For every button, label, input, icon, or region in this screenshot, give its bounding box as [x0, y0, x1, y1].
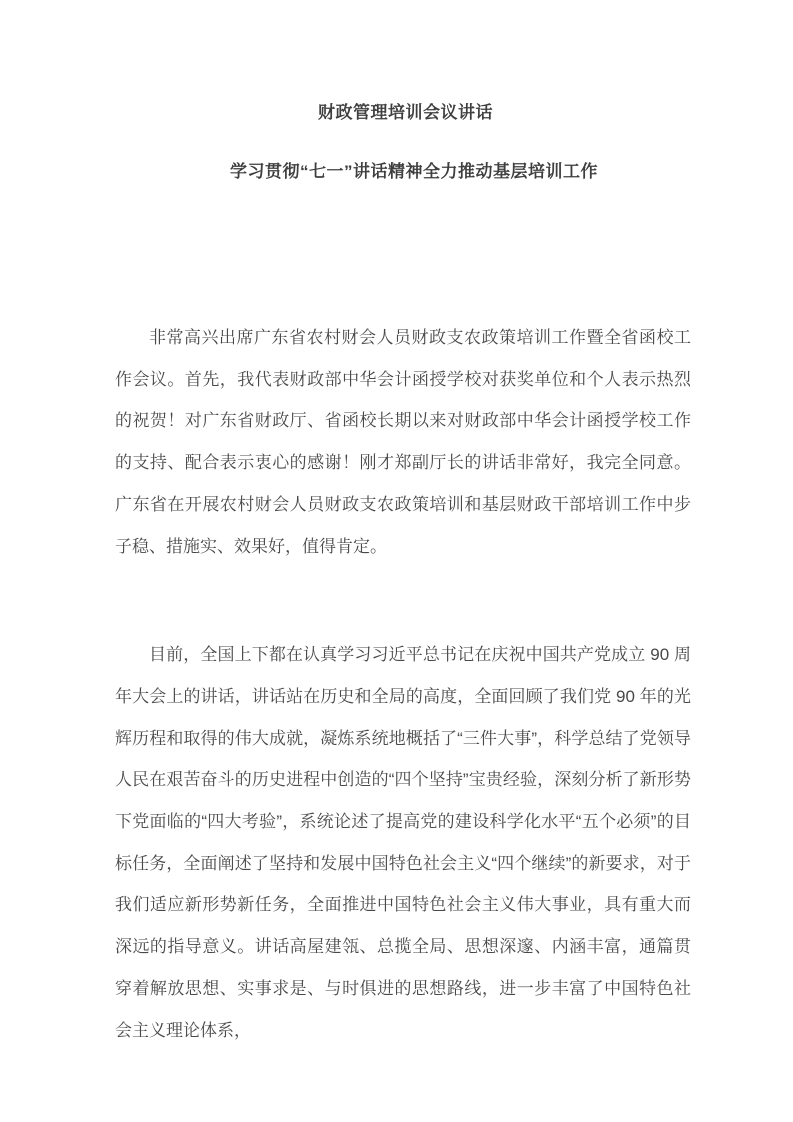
document-subtitle: 学习贯彻“七一”讲话精神全力推动基层培训工作 [230, 162, 598, 181]
paragraph-1: 非常高兴出席广东省农村财会人员财政支农政策培训工作暨全省函校工作会议。首先，我代表财政部中华会计函授学校对获奖单位和个人表示热烈的祝贺！对广东省财政厅、省函校长期以来对财政部中华会计函授学校工作的支持、配合表示衷心的感谢！刚才郑副厅长的讲话非常好，我完全同意。广东省在开展农村财会人员财政支农政策培训和基层财政干部培训工作中步子稳、措施实、效果好，值得肯定。 [115, 328, 691, 556]
document-title: 财政管理培训会议讲话 [318, 103, 493, 122]
document-body [115, 317, 691, 1051]
paragraph-2: 目前，全国上下都在认真学习习近平总书记在庆祝中国共产党成立 90 周年大会上的讲话，讲话站在历史和全局的高度，全面回顾了我们党 90 年的光辉历程和取得的伟大成就，凝炼系统地概括了“三件大事”，科学总结了党领导人民在艰苦奋斗的历史进程中创造的“四个坚持”宝贵经验，深刻分析了新形势下党面临的“四大考验”，系统论述了提高党的建设科学化水平“五个必须”的目标任务，全面阐述了坚持和发展中国特色社会主义“四个继续”的新要求，对于我们适应新形势新任务，全面推进中国特色社会主义伟大事业，具有重大而深远的指导意义。讲话高屋建瓴、总揽全局、思想深邃、内涵丰富，通篇贯穿着解放思想、实事求是、与时俱进的思想路线，进一步丰富了中国特色社会主义理论体系， [115, 645, 691, 1040]
